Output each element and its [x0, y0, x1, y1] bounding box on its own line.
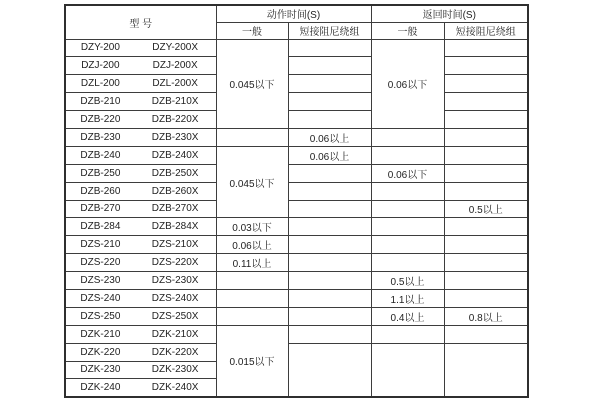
- model-b: DZK-210X: [151, 328, 199, 340]
- table-row: [65, 343, 528, 361]
- header-ret-general: 一般: [371, 22, 444, 39]
- header-ret-damped: 短接阻尼绕组: [444, 22, 528, 39]
- ret-general-cell: [371, 236, 444, 254]
- model-a: DZB-260: [80, 185, 121, 197]
- model-cell: [65, 93, 216, 111]
- table-row: [65, 75, 528, 93]
- ret-damped-cell: [444, 218, 528, 236]
- model-cell: [65, 75, 216, 93]
- model-a: DZB-270: [80, 203, 121, 215]
- model-b: DZL-200X: [152, 78, 198, 90]
- model-a: DZS-250: [80, 310, 121, 322]
- model-cell: [65, 236, 216, 254]
- ret-damped-cell: [444, 93, 528, 111]
- model-cell: [65, 343, 216, 361]
- table-row: [65, 236, 528, 254]
- act-damped-cell: [288, 75, 371, 93]
- model-b: DZB-250X: [151, 167, 199, 179]
- header-act-general: 一般: [216, 22, 288, 39]
- model-cell: [65, 289, 216, 307]
- ret-damped-cell: [444, 236, 528, 254]
- act-general-cell: 0.11以上: [216, 254, 288, 272]
- ret-damped-cell: 0.8以上: [444, 307, 528, 325]
- table-row: [65, 93, 528, 111]
- model-b: DZY-200X: [152, 42, 199, 54]
- act-general-cell: [216, 307, 288, 325]
- table-row: [65, 272, 528, 290]
- model-cell: [65, 379, 216, 397]
- model-b: DZB-230X: [151, 131, 199, 143]
- ret-general-cell: [371, 128, 444, 146]
- model-b: DZB-260X: [151, 185, 199, 197]
- act-general-cell: 0.045以下: [216, 39, 288, 128]
- model-a: DZS-230: [80, 275, 121, 287]
- model-cell: [65, 361, 216, 379]
- act-general-cell: 0.045以下: [216, 146, 288, 218]
- model-b: DZB-220X: [151, 114, 199, 125]
- act-damped-cell: [288, 93, 371, 111]
- act-damped-cell: [288, 254, 371, 272]
- model-b: DZK-240X: [151, 382, 199, 394]
- model-a: DZB-210: [80, 96, 121, 108]
- header-model: 型 号: [65, 5, 216, 39]
- model-cell: [65, 164, 216, 182]
- ret-damped-cell: [444, 254, 528, 272]
- ret-general-cell: 0.06以下: [371, 164, 444, 182]
- table-row: [65, 164, 528, 182]
- model-a: DZB-250: [80, 167, 121, 179]
- model-cell: [65, 254, 216, 272]
- model-b: DZS-250X: [151, 310, 199, 322]
- ret-damped-cell: [444, 39, 528, 57]
- model-a: DZS-210: [80, 239, 121, 251]
- ret-damped-cell: [444, 343, 528, 397]
- table-row: [65, 200, 528, 218]
- model-cell: [65, 128, 216, 146]
- model-b: DZS-230X: [151, 275, 199, 287]
- model-cell: [65, 325, 216, 343]
- act-damped-cell: 0.06以上: [288, 128, 371, 146]
- act-damped-cell: [288, 182, 371, 200]
- header-row-1: [65, 5, 528, 22]
- ret-damped-cell: 0.5以上: [444, 200, 528, 218]
- act-general-cell: [216, 289, 288, 307]
- act-damped-cell: [288, 164, 371, 182]
- act-general-cell: 0.06以上: [216, 236, 288, 254]
- act-damped-cell: [288, 325, 371, 343]
- model-cell: [65, 146, 216, 164]
- table-row: [65, 182, 528, 200]
- table-row: [65, 254, 528, 272]
- table-row: [65, 146, 528, 164]
- model-a: DZB-230: [80, 131, 121, 143]
- act-general-cell: [216, 128, 288, 146]
- model-a: DZS-240: [80, 292, 121, 304]
- act-general-cell: [216, 272, 288, 290]
- ret-damped-cell: [444, 289, 528, 307]
- model-a: DZB-240: [80, 149, 121, 161]
- model-cell: [65, 111, 216, 129]
- table-row: [65, 289, 528, 307]
- model-cell: [65, 218, 216, 236]
- model-a: DZJ-200: [81, 60, 120, 72]
- model-a: DZK-240: [80, 382, 121, 394]
- model-b: DZJ-200X: [152, 60, 198, 72]
- model-a: DZS-220: [80, 257, 121, 269]
- act-damped-cell: [288, 39, 371, 57]
- ret-general-cell: [371, 200, 444, 218]
- model-a: DZL-200: [80, 78, 120, 90]
- model-cell: [65, 307, 216, 325]
- act-general-cell: 0.03以下: [216, 218, 288, 236]
- act-damped-cell: [288, 343, 371, 397]
- model-a: DZK-210: [80, 328, 121, 340]
- ret-general-cell: [371, 182, 444, 200]
- model-b: DZB-240X: [151, 149, 199, 161]
- table-row: [65, 218, 528, 236]
- act-damped-cell: [288, 272, 371, 290]
- act-damped-cell: [288, 200, 371, 218]
- header-action-time: 动作时间(S): [216, 5, 371, 22]
- model-b: DZB-210X: [151, 96, 199, 108]
- ret-damped-cell: [444, 128, 528, 146]
- model-a: DZY-200: [80, 42, 120, 54]
- table-row: [65, 325, 528, 343]
- model-b: DZS-240X: [151, 292, 199, 304]
- model-a: DZK-230: [80, 364, 121, 376]
- model-a: DZB-220: [80, 114, 121, 125]
- model-a: DZB-284: [80, 221, 121, 233]
- act-damped-cell: [288, 57, 371, 75]
- header-act-damped: 短接阻尼绕组: [288, 22, 371, 39]
- model-b: DZS-210X: [151, 239, 199, 251]
- model-b: DZB-270X: [151, 203, 199, 215]
- ret-general-cell: 0.5以上: [371, 272, 444, 290]
- relay-spec-table: [64, 4, 529, 398]
- ret-damped-cell: [444, 272, 528, 290]
- act-damped-cell: [288, 111, 371, 129]
- model-b: DZK-230X: [151, 364, 199, 376]
- ret-damped-cell: [444, 325, 528, 343]
- ret-general-cell: 0.06以下: [371, 39, 444, 128]
- header-return-time: 返回时间(S): [371, 5, 528, 22]
- model-a: DZK-220: [80, 346, 121, 358]
- model-cell: [65, 57, 216, 75]
- table-row: [65, 57, 528, 75]
- model-cell: [65, 272, 216, 290]
- act-damped-cell: [288, 236, 371, 254]
- act-damped-cell: [288, 307, 371, 325]
- act-damped-cell: [288, 218, 371, 236]
- ret-damped-cell: [444, 57, 528, 75]
- ret-damped-cell: [444, 146, 528, 164]
- ret-damped-cell: [444, 111, 528, 129]
- act-damped-cell: [288, 289, 371, 307]
- ret-damped-cell: [444, 164, 528, 182]
- model-b: DZK-220X: [151, 346, 199, 358]
- ret-general-cell: [371, 146, 444, 164]
- model-cell: [65, 39, 216, 57]
- ret-general-cell: [371, 325, 444, 343]
- model-cell: [65, 182, 216, 200]
- table-row: [65, 128, 528, 146]
- ret-general-cell: [371, 254, 444, 272]
- model-b: DZB-284X: [151, 221, 199, 233]
- model-cell: [65, 200, 216, 218]
- ret-general-cell: [371, 218, 444, 236]
- ret-general-cell: [371, 343, 444, 397]
- ret-general-cell: 0.4以上: [371, 307, 444, 325]
- ret-damped-cell: [444, 75, 528, 93]
- table-row: [65, 111, 528, 129]
- ret-damped-cell: [444, 182, 528, 200]
- act-general-cell: 0.015以下: [216, 325, 288, 397]
- table-row: [65, 39, 528, 57]
- act-damped-cell: 0.06以上: [288, 146, 371, 164]
- table-row: [65, 307, 528, 325]
- ret-general-cell: 1.1以上: [371, 289, 444, 307]
- model-b: DZS-220X: [151, 257, 199, 269]
